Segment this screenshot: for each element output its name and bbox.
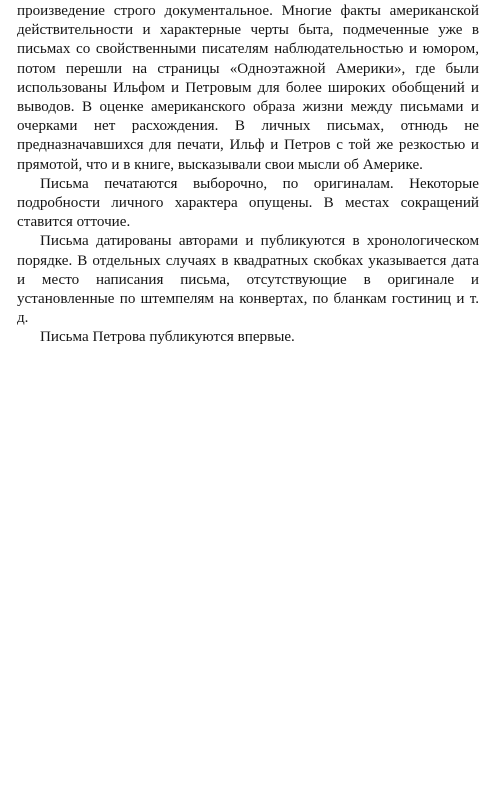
paragraph-selection-note: Письма печатаются выборочно, по оригиналам. Некоторые подробности личного характера опущены. В местах сокращений ставится отточие. — [17, 175, 479, 231]
paragraph-continued: произведение строго документальное. Многие факты американской действительности и характерные черты быта, подмеченные уже в письмах со свойственными писателям наблюдательностью и юмором, потом перешли на страницы «Одноэтажной Америки», где были использованы Ильфом и Петровым для более широких обобщений и выводов. В оценке американского образа жизни между письмами и очерками нет расхождения. В личных письмах, отнюдь не предназначавшихся для печати, Ильф и Петров с той же резкостью и прямотой, что и в книге, высказывали свои мысли об Америке. — [17, 3, 479, 173]
document-page — [17, 2, 479, 348]
paragraph-first-publication-note: Письма Петрова публикуются впервые. — [40, 329, 295, 346]
paragraph-dating-note: Письма датированы авторами и публикуются в хронологическом порядке. В отдельных случаях в квадратных скобках указывается дата и место написания письма, отсутствующие в оригинале и установленные по штемпелям на конвертах, по бланкам гостиниц и т. д. — [17, 233, 479, 327]
